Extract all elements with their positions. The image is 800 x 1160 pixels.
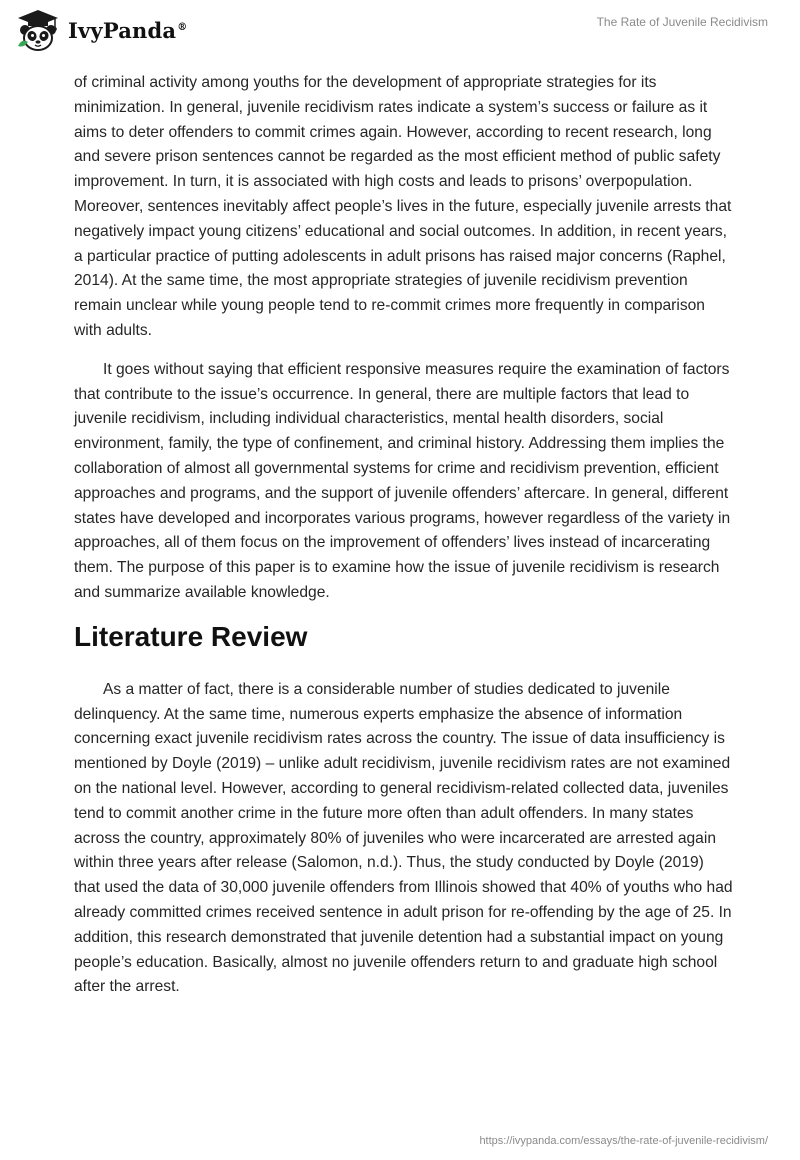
section-heading: Literature Review bbox=[74, 620, 308, 652]
body-paragraph-1: of criminal activity among youths for the development of appropriate strategies for its minimization. In general, juvenile recidivism rates indicate a system’s success or failure as it aims to deter offenders to commit crimes again. However, according to recent research, long and severe prison sentences cannot be regarded as the most efficient method of public safety improvement. In turn, it is associated with high costs and leads to prisons’ overpopulation. Moreover, sentences inevitably affect people’s lives in the future, especially juvenile arrests that negatively impact young citizens’ educational and social outcomes. In addition, in recent years, a particular practice of putting adolescents in adult prisons has raised major concerns (Raphel, 2014). At the same time, the most appropriate strategies of juvenile recidivism prevention remain unclear while young people tend to re-commit crimes more frequently in comparison with adults. bbox=[74, 74, 732, 339]
section-paragraph: As a matter of fact, there is a considerable number of studies dedicated to juvenile delinquency. At the same time, numerous experts emphasize the absence of information concerning exact juvenile recidivism rates across the country. The issue of data insufficiency is mentioned by Doyle (2019) – unlike adult recidivism, juvenile recidivism rates are not examined on the national level. However, according to general recidivism-related collected data, juveniles tend to commit another crime in the future more often than adult offenders. In many states across the country, approximately 80% of juveniles who were incarcerated are arrested again within three years after release (Salomon, n.d.). Thus, the study conducted by Doyle (2019) that used the data of 30,000 juvenile offenders from Illinois showed that 40% of youths who had already committed crimes received sentence in adult prison for re-offending by the age of 25. In addition, this research demonstrated that juvenile detention had a substantial impact on young people’s education. Basically, almost no juvenile offenders return to and graduate high school after the arrest. bbox=[74, 680, 733, 996]
page-header bbox=[0, 0, 800, 70]
brand-name: IvyPanda® bbox=[68, 17, 188, 43]
brand-logo[interactable] bbox=[14, 8, 187, 52]
registered-mark: ® bbox=[177, 21, 188, 33]
document-title: The Rate of Juvenile Recidivism bbox=[596, 15, 768, 29]
panda-mascot-icon bbox=[14, 8, 62, 52]
essay-body bbox=[74, 71, 734, 1014]
body-paragraph-2: It goes without saying that efficient responsive measures require the examination of factors that contribute to the issue’s occurrence. In general, there are multiple factors that lead to juvenile recidivism, including individual characteristics, mental health disorders, social environment, family, the type of confinement, and criminal history. Addressing them implies the collaboration of almost all governmental systems for crime and recidivism prevention, efficient approaches and programs, and the support of juvenile offenders’ aftercare. In general, different states have developed and incorporates various programs, however regardless of the variety in approaches, all of them focus on the improvement of offenders’ lives instead of incarcerating them. The purpose of this paper is to examine how the issue of juvenile recidivism is research and summarize available knowledge. bbox=[74, 360, 731, 601]
source-url[interactable]: https://ivypanda.com/essays/the-rate-of-juvenile-recidivism/ bbox=[479, 1135, 768, 1147]
